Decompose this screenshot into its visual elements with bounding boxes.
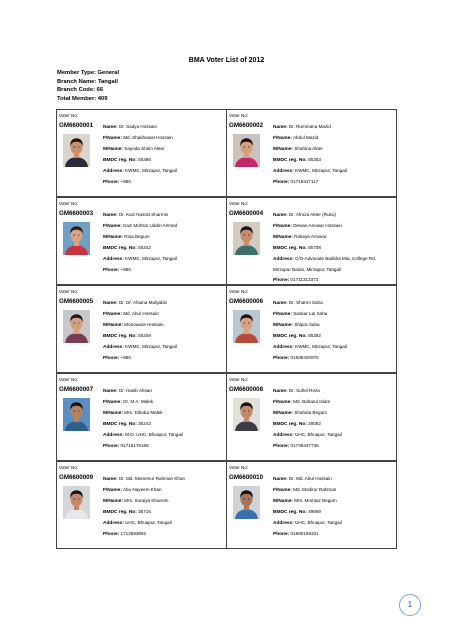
portrait-photo	[63, 486, 90, 519]
member-card	[56, 109, 227, 197]
phone-value: 1712693862	[120, 531, 147, 536]
portrait-photo	[63, 222, 90, 255]
phone-label: Phone:	[273, 180, 290, 185]
member-details	[273, 122, 347, 188]
fname-value: Kazi Mohsin Uddin Ahmed	[123, 223, 178, 228]
name-label: Name:	[103, 125, 118, 130]
member-details	[103, 386, 183, 452]
bmdc-value: 55386	[138, 157, 151, 162]
address-label: Address:	[273, 433, 294, 438]
detail-name	[103, 474, 185, 485]
fname-value: Md. Abul Hossain	[123, 311, 159, 316]
voter-id: GM6600007	[59, 386, 94, 393]
portrait-photo	[233, 222, 260, 255]
bmdc-value: 28082	[308, 421, 321, 426]
detail-phone	[103, 441, 183, 452]
detail-name	[273, 298, 347, 309]
voter-id: GM6600006	[229, 298, 264, 305]
bmdc-value: 55353	[308, 157, 321, 162]
bmdc-label: BMDC reg. No:	[103, 422, 137, 427]
meta-value: 66	[96, 87, 104, 94]
fname-label: F/Name:	[273, 488, 292, 493]
bmdc-label: BMDC reg. No:	[103, 158, 137, 163]
phone-value: +880	[120, 179, 131, 184]
detail-bmdc	[103, 507, 185, 518]
bmdc-label: BMDC reg. No:	[103, 246, 137, 251]
voter-no-label: Voter No:	[229, 377, 249, 382]
name-value: Dr. Rummana Mazid	[288, 124, 331, 129]
member-photo	[63, 398, 90, 431]
meta-label: Total Member:	[57, 95, 97, 102]
voter-no-label: Voter No:	[59, 201, 79, 206]
name-value: Dr. Md. Momenur Rahman Khan	[118, 476, 186, 481]
member-card	[226, 373, 397, 461]
phone-label: Phone:	[103, 268, 120, 273]
member-card	[56, 285, 227, 373]
member-photo	[233, 398, 260, 431]
detail-phone	[103, 177, 177, 188]
member-details	[273, 298, 347, 364]
detail-fname	[103, 485, 185, 496]
detail-bmdc	[103, 243, 177, 254]
member-row	[56, 109, 398, 197]
phone-label: Phone:	[103, 180, 120, 185]
fname-value: Abdul Mazid	[292, 135, 319, 140]
member-details	[103, 298, 177, 364]
voter-id: GM6600008	[229, 386, 264, 393]
member-card	[226, 109, 397, 197]
bmdc-label: BMDC reg. No:	[103, 510, 137, 515]
fname-value: Md. Baharul Islam	[293, 399, 331, 404]
detail-mname	[103, 320, 177, 331]
mname-value: Rokeya Anowar	[294, 234, 327, 239]
member-details	[103, 122, 177, 188]
fname-label: F/Name:	[273, 400, 292, 405]
meta-line	[57, 78, 119, 87]
name-label: Name:	[273, 389, 288, 394]
portrait-photo	[233, 486, 260, 519]
phone-value: 01719317117	[290, 179, 319, 184]
voter-no-label: Voter No:	[229, 289, 249, 294]
phone-label: Phone:	[273, 278, 290, 283]
member-details	[103, 210, 177, 276]
phone-value: +880	[120, 355, 131, 360]
voter-no-label: Voter No:	[229, 465, 249, 470]
bmdc-value: 55342	[138, 245, 151, 250]
member-card	[56, 373, 227, 461]
address-label: Address:	[273, 521, 294, 526]
phone-value: 01716176168	[120, 443, 149, 448]
voter-no-label: Voter No:	[59, 465, 79, 470]
voter-id: GM6600003	[59, 210, 94, 217]
voter-id: GM6600010	[229, 474, 264, 481]
meta-line	[57, 69, 119, 78]
phone-label: Phone:	[103, 356, 120, 361]
detail-mname	[103, 232, 177, 243]
mname-label: M/Name:	[273, 147, 293, 152]
detail-fname	[103, 397, 183, 408]
mname-value: Mrs. Dilruba Malek	[124, 410, 163, 415]
member-photo	[63, 310, 90, 343]
detail-address	[273, 430, 342, 441]
fname-label: F/Name:	[103, 312, 122, 317]
name-value: Dr. Hasib Ahsan	[118, 388, 152, 393]
member-photo	[63, 134, 90, 167]
phone-value: +880	[120, 267, 131, 272]
phone-label: Phone:	[273, 356, 290, 361]
detail-address	[273, 342, 347, 353]
detail-name	[103, 122, 177, 133]
member-photo	[233, 486, 260, 519]
detail-mname	[273, 232, 391, 243]
detail-mname	[273, 320, 347, 331]
member-details	[273, 474, 342, 540]
voter-id: GM6600005	[59, 298, 94, 305]
voter-no-label: Voter No:	[229, 113, 249, 118]
bmdc-label: BMDC reg. No:	[273, 158, 307, 163]
detail-name	[103, 386, 183, 397]
member-photo	[233, 310, 260, 343]
fname-label: F/Name:	[103, 400, 122, 405]
detail-mname	[103, 408, 183, 419]
fname-value: Sankar Lal Saha	[293, 311, 328, 316]
address-value: KWMC, Mirzapur, Tangail	[125, 168, 177, 173]
phone-label: Phone:	[103, 444, 120, 449]
phone-value: 01935420975	[290, 355, 319, 360]
name-value: Dr. Sharmi Saha	[288, 300, 323, 305]
voter-no-label: Voter No:	[59, 377, 79, 382]
branch-meta	[57, 69, 119, 103]
mname-label: M/Name:	[103, 411, 123, 416]
detail-bmdc	[273, 155, 347, 166]
fname-value: Dewan Anowar Hossain	[293, 223, 342, 228]
detail-bmdc	[103, 155, 177, 166]
meta-line	[57, 86, 119, 95]
member-photo	[233, 222, 260, 255]
bmdc-value: 35243	[138, 421, 151, 426]
fname-label: F/Name:	[103, 136, 122, 141]
address-value: KWMC, Mirzapur, Tangail	[125, 344, 177, 349]
detail-phone	[273, 177, 347, 188]
mname-value: Mrs. Suraiya Khanom	[124, 498, 169, 503]
fname-value: Dr. M A. Malek	[123, 399, 154, 404]
detail-fname	[103, 221, 177, 232]
detail-address	[103, 342, 177, 353]
voter-id: GM6600009	[59, 474, 94, 481]
detail-bmdc	[103, 331, 177, 342]
member-details	[103, 474, 185, 540]
bmdc-label: BMDC reg. No:	[273, 334, 307, 339]
detail-phone	[103, 353, 177, 364]
detail-fname	[273, 133, 347, 144]
member-photo	[233, 134, 260, 167]
member-card	[226, 461, 397, 549]
address-label: Address:	[103, 169, 124, 174]
address-value: UHC, Bhuapur, Tangail	[295, 520, 342, 525]
mname-value: Shahina Akter	[294, 146, 323, 151]
name-label: Name:	[273, 477, 288, 482]
name-label: Name:	[273, 301, 288, 306]
phone-value: 01680159331	[290, 531, 319, 536]
detail-mname	[103, 496, 185, 507]
name-value: Dr. Suhel Reza	[288, 388, 320, 393]
fname-value: Md. Shakhawat Hossain	[123, 135, 173, 140]
detail-address	[103, 430, 183, 441]
detail-address	[103, 518, 185, 529]
voter-id: GM6600001	[59, 122, 94, 129]
page-number: 1	[399, 594, 421, 616]
detail-mname	[273, 144, 347, 155]
name-label: Name:	[103, 213, 118, 218]
bmdc-label: BMDC reg. No:	[273, 510, 307, 515]
member-photo	[63, 222, 90, 255]
detail-address	[103, 254, 177, 265]
detail-phone	[273, 353, 347, 364]
bmdc-label: BMDC reg. No:	[273, 422, 307, 427]
detail-mname	[273, 496, 342, 507]
bmdc-label: BMDC reg. No:	[273, 246, 307, 251]
detail-bmdc	[273, 507, 342, 518]
address-label: Address:	[273, 257, 294, 262]
detail-fname	[273, 397, 342, 408]
address-label: Address:	[103, 257, 124, 262]
member-card	[56, 197, 227, 285]
fname-label: F/Name:	[103, 488, 122, 493]
address-value: KWMC, Mirzapur, Tangail	[295, 168, 347, 173]
detail-address	[273, 518, 342, 529]
portrait-photo	[63, 398, 90, 431]
member-card	[226, 285, 397, 373]
detail-name	[273, 122, 347, 133]
member-details	[273, 386, 342, 452]
detail-name	[273, 474, 342, 485]
address-value: UHC, Bhuapur, Tangail	[295, 432, 342, 437]
meta-label: Member Type:	[57, 70, 96, 76]
detail-phone	[273, 441, 342, 452]
name-label: Name:	[103, 477, 118, 482]
member-row	[56, 197, 398, 285]
meta-line	[57, 95, 119, 104]
fname-label: F/Name:	[273, 224, 292, 229]
mname-value: Mrs. Momtaz Begum	[294, 498, 337, 503]
detail-name	[103, 210, 177, 221]
mname-label: M/Name:	[273, 411, 293, 416]
address-value: KWMC, Mirzapur, Tangail	[125, 256, 177, 261]
detail-bmdc	[103, 419, 183, 430]
mname-value: Sayeda Shirin Akter	[124, 146, 165, 151]
member-details	[273, 210, 391, 286]
name-value: Dr. Kazi Nusrat Sharmin	[118, 212, 169, 217]
portrait-photo	[233, 134, 260, 167]
detail-phone	[103, 529, 185, 540]
bmdc-value: 55708	[308, 245, 321, 250]
phone-label: Phone:	[103, 532, 120, 537]
bmdc-value: 55349	[138, 333, 151, 338]
address-label: Address:	[273, 345, 294, 350]
bmdc-label: BMDC reg. No:	[103, 334, 137, 339]
voter-id: GM6600002	[229, 122, 264, 129]
voter-no-label: Voter No:	[229, 201, 249, 206]
mname-label: M/Name:	[273, 323, 293, 328]
mname-label: M/Name:	[273, 499, 293, 504]
bmdc-value: 49669	[308, 509, 321, 514]
mname-label: M/Name:	[103, 323, 123, 328]
address-value: M.O. UHC, Bhuapur, Tangail	[125, 432, 183, 437]
address-value: UHC, Bhuapur, Tangail	[125, 520, 172, 525]
mname-label: M/Name:	[103, 499, 123, 504]
detail-name	[273, 386, 342, 397]
member-card	[56, 461, 227, 549]
detail-phone	[273, 529, 342, 540]
name-label: Name:	[273, 213, 288, 218]
member-grid	[56, 109, 398, 549]
member-row	[56, 373, 398, 461]
name-label: Name:	[103, 301, 118, 306]
portrait-photo	[233, 398, 260, 431]
address-label: Address:	[103, 433, 124, 438]
name-label: Name:	[103, 389, 118, 394]
fname-label: F/Name:	[273, 136, 292, 141]
fname-value: Abu Nayeem Khan	[122, 487, 162, 492]
name-value: Dr. Md. Abul Hossain	[288, 476, 332, 481]
bmdc-value: 35716	[138, 509, 151, 514]
portrait-photo	[233, 310, 260, 343]
detail-mname	[103, 144, 177, 155]
detail-phone	[103, 265, 177, 276]
detail-address	[103, 166, 177, 177]
mname-label: M/Name:	[103, 147, 123, 152]
document-title: BMA Voter List of 2012	[188, 57, 265, 64]
bmdc-value: 55392	[308, 333, 321, 338]
mname-value: Rina Begum	[124, 234, 150, 239]
detail-bmdc	[273, 419, 342, 430]
voter-no-label: Voter No:	[59, 113, 79, 118]
meta-label: Branch Code:	[57, 87, 96, 94]
name-value: Dr. Afroza Akter (Ruku)	[288, 212, 336, 217]
detail-bmdc	[273, 243, 391, 254]
meta-value: Tangail	[97, 78, 118, 85]
detail-mname	[273, 408, 342, 419]
detail-name	[273, 210, 391, 221]
member-row	[56, 285, 398, 373]
meta-value: General	[97, 70, 120, 76]
name-value: Dr. Dr. Afsana Mahjabin	[118, 300, 168, 305]
fname-value: Md. Modirur Rahman	[293, 487, 337, 492]
member-photo	[63, 486, 90, 519]
member-row	[56, 461, 398, 549]
detail-address	[273, 166, 347, 177]
detail-address	[273, 254, 391, 275]
voter-id: GM6600004	[229, 210, 264, 217]
detail-name	[103, 298, 177, 309]
address-label: Address:	[103, 521, 124, 526]
phone-value: 01735447735	[290, 443, 319, 448]
mname-value: Shahida Begum	[294, 410, 327, 415]
detail-fname	[103, 133, 177, 144]
meta-label: Branch Name:	[57, 78, 97, 85]
mname-value: Shipra Saha	[294, 322, 320, 327]
address-value: C/O-Advocate Badsha Mia, College Rd, Mirzapur Bazar, Mirzapur, Tangail	[273, 256, 377, 272]
address-label: Address:	[273, 169, 294, 174]
mname-label: M/Name:	[273, 235, 293, 240]
detail-fname	[273, 309, 347, 320]
detail-fname	[273, 221, 391, 232]
portrait-photo	[63, 310, 90, 343]
mname-label: M/Name:	[103, 235, 123, 240]
portrait-photo	[63, 134, 90, 167]
member-card	[226, 197, 397, 285]
fname-label: F/Name:	[273, 312, 292, 317]
phone-label: Phone:	[273, 532, 290, 537]
detail-bmdc	[273, 331, 347, 342]
detail-fname	[103, 309, 177, 320]
address-value: KWMC, Mirzapur, Tangail	[295, 344, 347, 349]
phone-value: 01711313373	[290, 277, 319, 282]
voter-no-label: Voter No:	[59, 289, 79, 294]
fname-label: F/Name:	[103, 224, 122, 229]
mname-value: Monowara Hossain	[124, 322, 164, 327]
phone-label: Phone:	[273, 444, 290, 449]
name-value: Dr. Sadya Hossain	[118, 124, 157, 129]
meta-value: 409	[97, 95, 108, 102]
name-label: Name:	[273, 125, 288, 130]
detail-fname	[273, 485, 342, 496]
address-label: Address:	[103, 345, 124, 350]
